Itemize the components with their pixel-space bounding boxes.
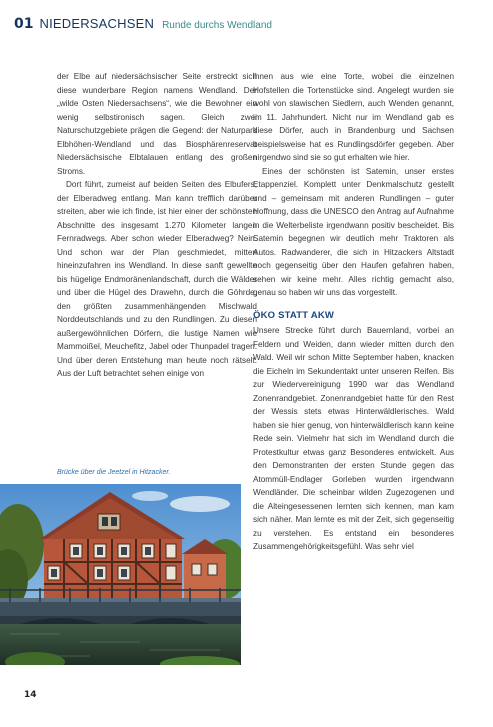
photo-bridge-hitzacker xyxy=(0,484,241,665)
right-paragraph-2: Eines der schönsten ist Satemin, unser erstes Etappenziel. Komplett unter Denkmalschutz gestellt und – gemeinsam mit anderen Rundlingen – guter Hoffnung, dass die UNESCO den Antrag auf Aufnahme in die Welterbeliste irgendwann positiv bescheidet. Bis Satemin begegnen wir deutlich mehr Traktoren als Autos. Radwanderer, die sich in Hitzackers Altstadt noch gegenseitig über den Haufen gefahren haben, sehen wir keine mehr. Alles richtig gemacht also, genau so haben wir uns das vorgestellt. xyxy=(253,166,454,297)
chapter-subtitle: Runde durchs Wendland xyxy=(162,20,272,31)
right-paragraph-1: ihnen aus wie eine Torte, wobei die einzelnen Hofstellen die Tortenstücke sind. Angelegt wurden sie wohl von slawischen Siedlern, auch Wenden genannt, im 11. Jahrhundert. Nicht nur im Wendland gab es diese Dörfer, auch in Brandenburg und Sachsen beispielsweise hat es Rundlingsdörfer gegeben. Aber nirgendwo sind sie so gut erhalten wie hier. xyxy=(253,72,454,162)
photo-caption: Brücke über die Jeetzel in Hitzacker. xyxy=(57,469,171,476)
right-column xyxy=(253,70,454,554)
section-heading: ÖKO STATT AKW xyxy=(253,309,335,321)
page-number: 14 xyxy=(24,690,37,700)
chapter-number: 01 xyxy=(14,16,34,32)
left-paragraph-1: der Elbe auf niedersächsischer Seite erstreckt sich diese wunderbare Region namens Wendland. Der „wilde Osten Niedersachsens“, wie die Bewohner ein wenig selbstironisch sagen. Gleich zwei Naturschutzgebiete prägen die Gegend: der Naturpark Elbhöhen-Wendland und das Biosphärenreservat Niedersächsische Elbtalauen entlang des großen Stroms. xyxy=(57,72,257,176)
chapter-region: NIEDERSACHSEN xyxy=(39,16,155,31)
right-paragraph-3: Unsere Strecke führt durch Bauernland, vorbei an Feldern und Weiden, dann wieder mitten durch den Wald. Weil wir schon Mitte September haben, knacken die Eicheln im Sekundentakt unter unseren Reifen. Bis zur Wiedervereinigung 1990 war das Wendland Zonenrandgebiet. Zonenrandgebiet hatte für den Rest der Wessis stets etwas Hinterwäldlerisches. Wald haben sie hier genug, von hinterwäldlerisch kann keine Rede sein. Vielmehr hat sich im Wendland durch die Protestkultur etwas ganz Besonderes entwickelt. Aus den Demonstranten der ersten Stunde gegen das Atommüll-Endlager Gorleben wurden irgendwann Wendländer. Die scheinbar wilden Zugezogenen und die Alteingesessenen lernten sich kennen, man kam sich näher. Man lernte es mit der Zeit, sich gegenseitig zu verstehen. Es entstand ein besonderes Zusammengehörigkeitsgefühl. Was sehr viel xyxy=(253,326,454,551)
left-paragraph-2: Dort führt, zumeist auf beiden Seiten des Elbufers, der Elberadweg entlang. Man kann trefflich darüber streiten, aber wie ich finde, ist hier einer der schönsten Abschnitte des insgesamt 1.270 Kilometer langen Fernradwegs. Aber schon wieder Elberadweg? Nein. Und schon war der Plan geschmiedet, mitten hineinzufahren ins Wendland. In diese sanft gewellte bis hügelige Endmoränenlandschaft, durch die Wälder und über die Hügel des Drawehn, durch die Göhrde, den größten zusammenhängenden Mischwald Norddeutschlands und zu den Rundlingen. Zu diesen außergewöhnlichen Dörfern, die lustige Namen wie Mammoißel, Meuchefitz, Jabel oder Thunpadel tragen. Und über deren Entstehung man heute noch rätselt. Aus der Luft betrachtet sehen einige von xyxy=(57,180,257,378)
left-column xyxy=(57,70,257,381)
running-header xyxy=(14,16,272,32)
